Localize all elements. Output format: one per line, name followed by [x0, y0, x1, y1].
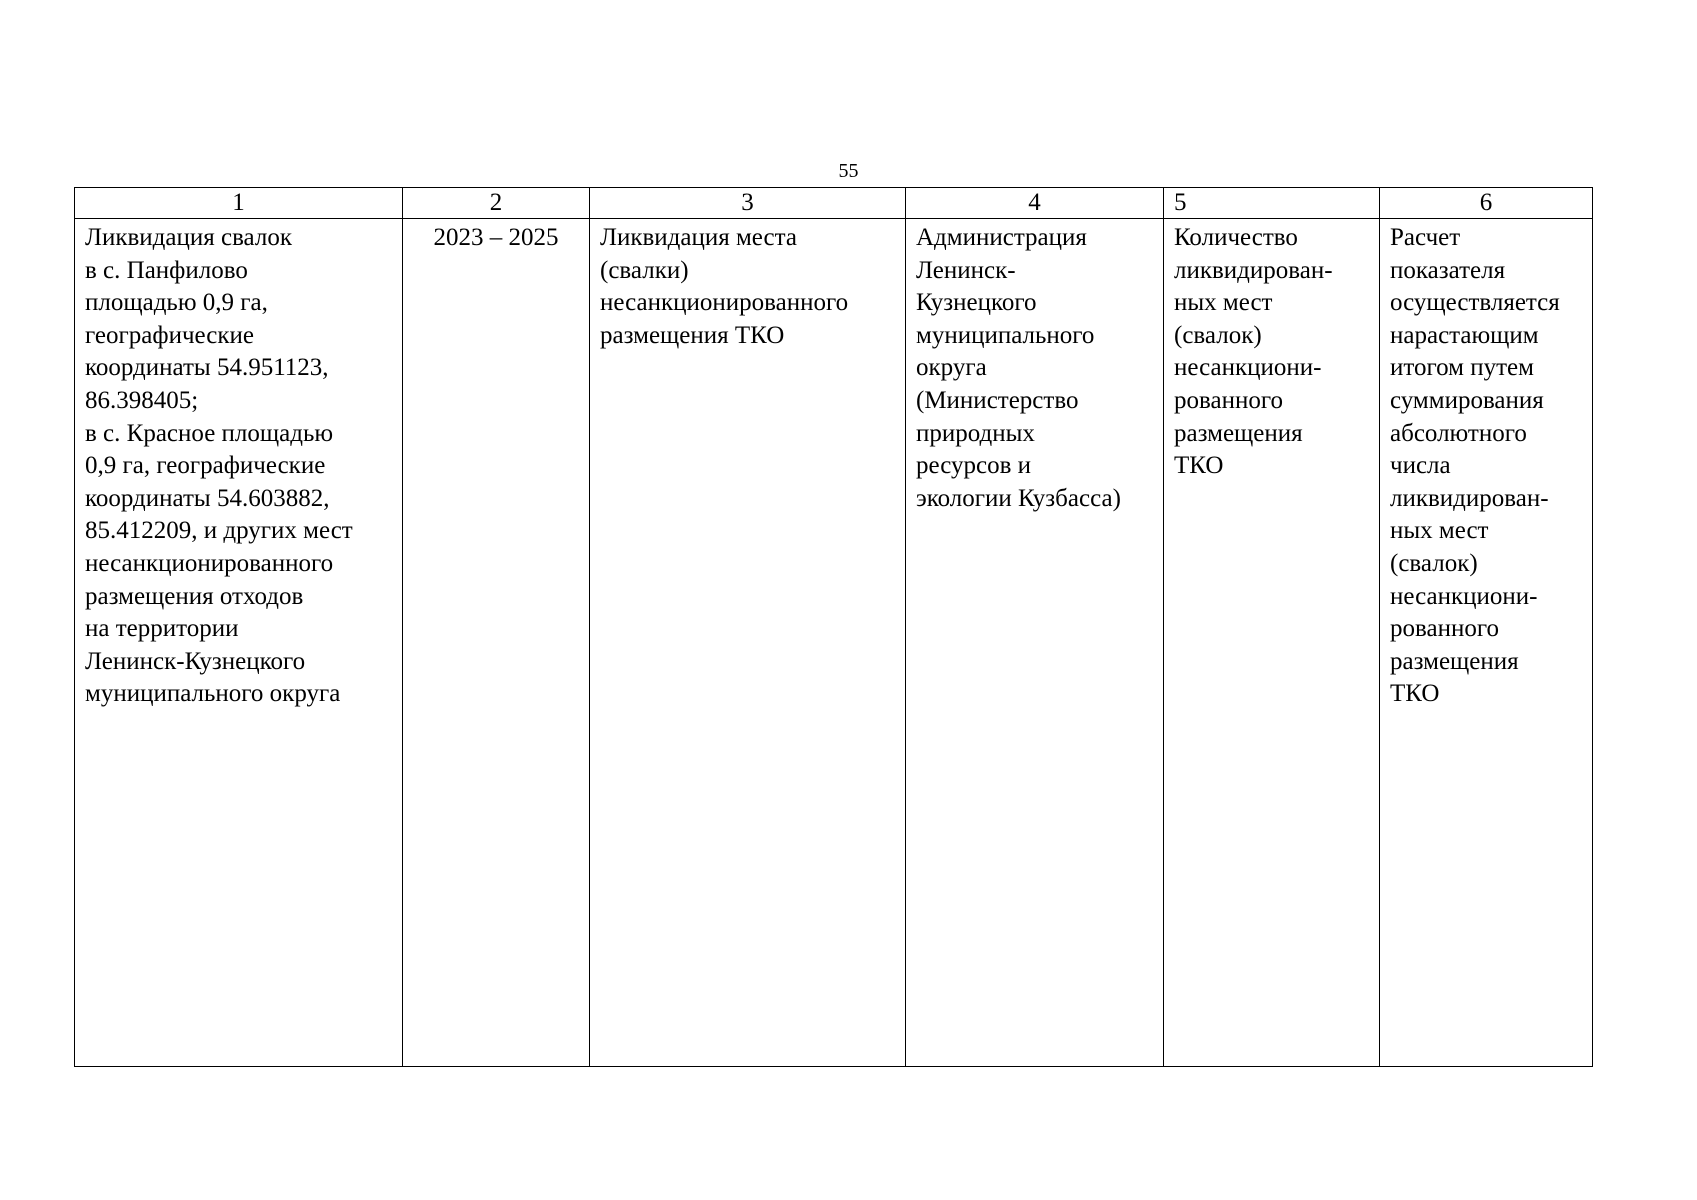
page-number: 55: [838, 160, 859, 182]
column-number-2: 2: [403, 188, 590, 219]
responsible-executor-cell: Администрация Ленинск- Кузнецкого муниципального округа (Министерство природных ресурсов и экологии Кузбасса): [906, 219, 1164, 1067]
table-row: [75, 219, 1593, 1067]
calculation-method-cell: Расчет показателя осуществляется нарастающим итогом путем суммирования абсолютного числа ликвидирован- ных мест (свалок) несанкциони- рованного размещения ТКО: [1380, 219, 1593, 1067]
period-cell: 2023 – 2025: [403, 219, 590, 1067]
column-number-6: 6: [1380, 188, 1593, 219]
column-number-5: 5: [1164, 188, 1380, 219]
column-number-4: 4: [906, 188, 1164, 219]
document-table: [74, 187, 1593, 1067]
column-number-3: 3: [590, 188, 906, 219]
indicator-cell: Количество ликвидирован- ных мест (свалок) несанкциони- рованного размещения ТКО: [1164, 219, 1380, 1067]
measure-description-cell: Ликвидация свалок в с. Панфилово площадью 0,9 га, географические координаты 54.951123, 86.398405; в с. Красное площадью 0,9 га, географические координаты 54.603882, 85.412209, и других мест несанкционированного размещения отходов на территории Ленинск-Кузнецкого муниципального округа: [75, 219, 403, 1067]
result-cell: Ликвидация места (свалки) несанкционированного размещения ТКО: [590, 219, 906, 1067]
column-number-1: 1: [75, 188, 403, 219]
table-header-row: [75, 188, 1593, 219]
